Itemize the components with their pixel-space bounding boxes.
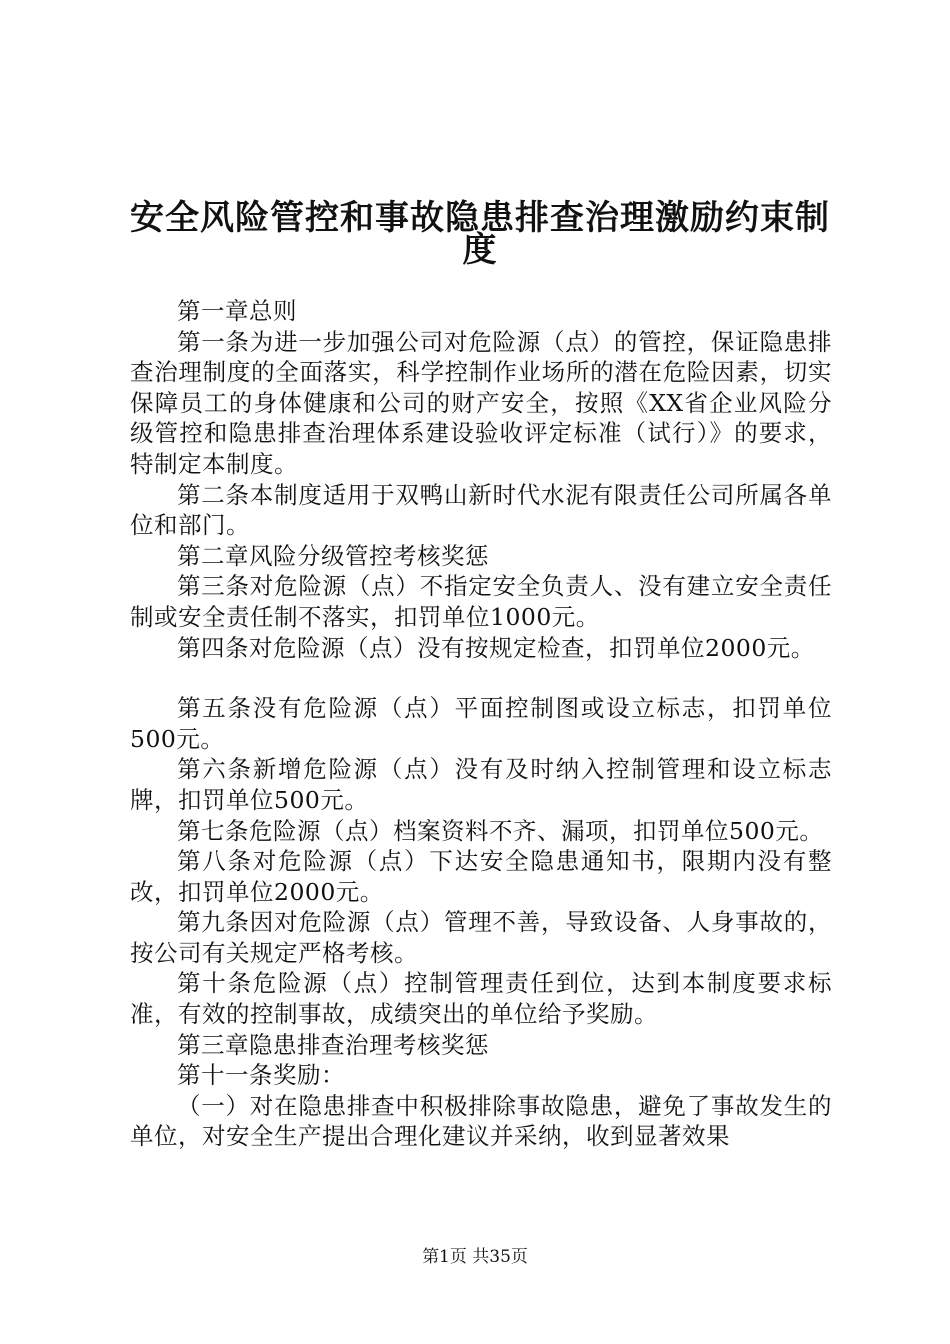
- page-footer: 第1页 共35页: [422, 1247, 528, 1267]
- article-paragraph: 第九条因对危险源（点）管理不善，导致设备、人身事故的，按公司有关规定严格考核。: [130, 908, 832, 967]
- article-paragraph: 第二条本制度适用于双鸭山新时代水泥有限责任公司所属各单位和部门。: [130, 480, 832, 540]
- chapter-heading: 第三章隐患排查治理考核奖惩: [177, 1030, 489, 1059]
- article-paragraph: 第六条新增危险源（点）没有及时纳入控制管理和设立标志牌，扣罚单位500元。: [130, 755, 832, 814]
- article-paragraph: 第三条对危险源（点）不指定安全负责人、没有建立安全责任制或安全责任制不落实，扣罚单位1000元。: [130, 572, 832, 631]
- article-paragraph: （一）对在隐患排查中积极排除事故隐患，避免了事故发生的单位，对安全生产提出合理化建议并采纳，收到显著效果: [130, 1091, 832, 1151]
- article-paragraph: 第四条对危险源（点）没有按规定检查，扣罚单位2000元。: [177, 633, 815, 662]
- article-paragraph: 第七条危险源（点）档案资料不齐、漏项，扣罚单位500元。: [177, 816, 824, 845]
- document-body: [130, 296, 832, 1152]
- article-paragraph: 第一条为进一步加强公司对危险源（点）的管控，保证隐患排查治理制度的全面落实，科学控制作业场所的潜在危险因素，切实保障员工的身体健康和公司的财产安全，按照《XX省企业风险分级管控和隐患排查治理体系建设验收评定标准（试行）》的要求，特制定本制度。: [130, 327, 832, 478]
- chapter-heading: 第二章风险分级管控考核奖惩: [177, 541, 489, 570]
- article-paragraph: 第十条危险源（点）控制管理责任到位，达到本制度要求标准，有效的控制事故，成绩突出的单位给予奖励。: [130, 969, 832, 1029]
- article-paragraph: 第八条对危险源（点）下达安全隐患通知书，限期内没有整改，扣罚单位2000元。: [130, 847, 832, 906]
- chapter-heading: 第一章总则: [177, 297, 297, 325]
- document-title-line-2: 度: [462, 230, 498, 270]
- article-paragraph: 第十一条奖励：: [177, 1061, 345, 1090]
- article-paragraph: 第五条没有危险源（点）平面控制图或设立标志，扣罚单位500元。: [130, 694, 832, 753]
- document-title-line-1: 安全风险管控和事故隐患排查治理激励约束制: [130, 198, 830, 238]
